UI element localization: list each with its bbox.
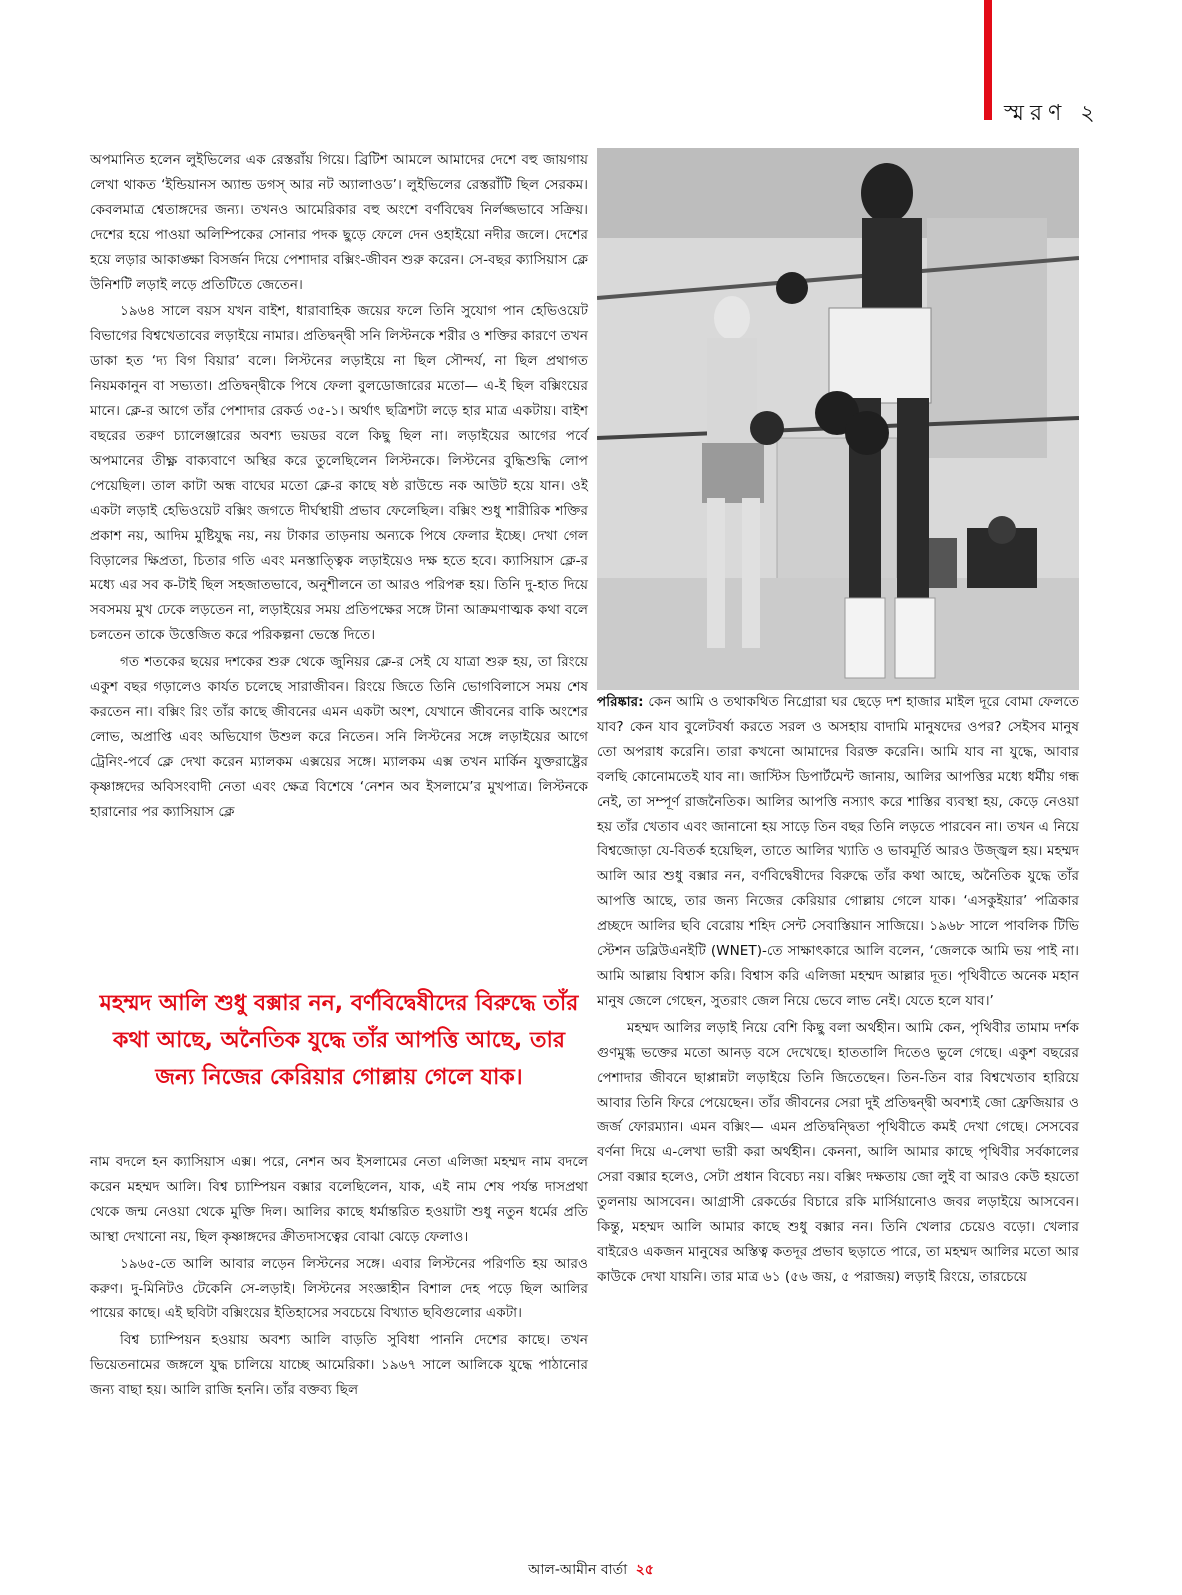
publication-name: আল-আমীন বার্তা xyxy=(528,1562,628,1578)
pull-quote: মহম্মদ আলি শুধু বক্সার নন, বর্ণবিদ্বেষীদের বিরুদ্ধে তাঁর কথা আছে, অনৈতিক যুদ্ধে তাঁর আপত্তি আছে, তার জন্য নিজের কেরিয়ার গোল্লায় গেলে যাক। xyxy=(99,991,579,1090)
paragraph: ১৯৬৫-তে আলি আবার লড়েন লিস্টনের সঙ্গে। এবার লিস্টনের পরিণতি হয় আরও করুণ। দু-মিনিটও টেকেনি সে-লড়াই। লিস্টনের সংজ্ঞাহীন বিশাল দেহ পড়ে ছিল আলির পায়ের কাছে। এই ছবিটা বক্সিংয়ের ইতিহাসের সবচেয়ে বিখ্যাত ছবিগুলোর একটা। xyxy=(90,1255,588,1322)
boxing-photo xyxy=(597,148,1079,690)
paragraph-lead: পরিষ্কার: xyxy=(597,694,644,710)
page-number: ২৫ xyxy=(635,1562,654,1578)
paragraph-body: কেন আমি ও তথাকথিত নিগ্রোরা ঘর ছেড়ে দশ হাজার মাইল দূরে বোমা ফেলতে যাব? কেন যাব বুলেটবর্ষা করতে সরল ও অসহায় বাদামি মানুষদের ওপর? সেইসব মানুষ তো অপরাধ করেনি। তারা কখনো আমাদের বিরক্ত করেনি। আমি যাব না যুদ্ধে, আবার বলছি কোনোমতেই যাব না। জাস্টিস ডিপার্টমেন্ট জানায়, আলির আপত্তির মধ্যে ধর্মীয় গন্ধ নেই, তা সম্পূর্ণ রাজনৈতিক। আলির আপত্তি নস্যাৎ করে শাস্তির ব্যবস্থা হয়, কেড়ে নেওয়া হয় তাঁর খেতাব এবং জানানো হয় সাড়ে তিন বছর তিনি লড়তে পারবেন না। তখন এ নিয়ে বিশ্বজোড়া যে-বিতর্ক হয়েছিল, তাতে আলির খ্যাতি ও ভাবমূর্তি আরও উজ্জ্বল হয়। মহম্মদ আলি আর শুধু বক্সার নন, বর্ণবিদ্বেষীদের বিরুদ্ধে তাঁর কথা আছে, অনৈতিক যুদ্ধে তাঁর আপত্তি আছে, তার জন্য নিজের কেরিয়ার গোল্লায় গেলে যাক। ‘এসকুইয়ার’ পত্রিকার প্রচ্ছদে আলির ছবি বেরোয় শহিদ সেন্ট সেবাস্তিয়ান সাজিয়ে। ১৯৬৮ সালে পাবলিক টিভি স্টেশন ডব্লিউএনইটি (WNET)-তে সাক্ষাৎকারে আলি বলেন, ‘জেলকে আমি ভয় পাই না। আমি আল্লায় বিশ্বাস করি। বিশ্বাস করি এলিজা মহম্মদ আল্লার দূত। পৃথিবীতে অনেক মহান মানুষ জেলে গেছেন, সুতরাং জেল নিয়ে ভেবে লাভ নেই। যেতে হলে যাব।’ xyxy=(597,694,1079,1009)
page-footer xyxy=(0,1558,1182,1582)
paragraph xyxy=(597,690,1079,1014)
paragraph: গত শতকের ছয়ের দশকের শুরু থেকে জুনিয়র ক্লে-র সেই যে যাত্রা শুরু হয়, তা রিংয়ে একুশ বছর গড়ালেও কার্যত চলেছে সারাজীবন। রিংয়ে জিতে তিনি ভোগবিলাসে সময় শেষ করতেন না। বক্সিং রিং তাঁর কাছে জীবনের এমন একটা অংশ, যেখানে জীবনের বাকি অংশের লোভ, অপ্রাপ্তি এবং অভিযোগ উশুল করে নিতেন। সনি লিস্টনের সঙ্গে লড়াইয়ের আগে ট্রেনিং-পর্বে ক্লে দেখা করেন ম্যালকম এক্সয়ের সঙ্গে। ম্যালকম এক্স তখন মার্কিন যুক্তরাষ্ট্রের কৃষ্ণাঙ্গদের অবিসংবাদী নেতা এবং ক্ষেত্র বিশেষে ‘নেশন অব ইসলামে’র মুখপাত্র। লিস্টনকে হারানোর পর ক্যাসিয়াস ক্লে xyxy=(90,654,588,820)
paragraph: ১৯৬৪ সালে বয়স যখন বাইশ, ধারাবাহিক জয়ের ফলে তিনি সুযোগ পান হেভিওয়েট বিভাগের বিশ্বখেতাবের লড়াইয়ে নামার। প্রতিদ্বন্দ্বী সনি লিস্টনকে শরীর ও শক্তির কারণে তখন ডাকা হত ‘দ্য বিগ বিয়ার’ বলে। লিস্টনের লড়াইয়ে না ছিল সৌন্দর্য, না ছিল প্রথাগত নিয়মকানুন বা সভ্যতা। প্রতিদ্বন্দ্বীকে পিষে ফেলা বুলডোজারের মতো— এ-ই ছিল বক্সিংয়ের মানে। ক্লে-র আগে তাঁর পেশাদার রেকর্ড ৩৫-১। অর্থাৎ ছত্রিশটা লড়ে হার মাত্র একটায়। বাইশ বছরের তরুণ চ্যালেঞ্জারের অবশ্য ভয়ডর বলে কিছু ছিল না। লড়াইয়ের আগের পর্বে অপমানের তীক্ষ্ণ বাক্যবাণে অস্থির করে তুলেছিলেন লিস্টনকে। লিস্টনের বুদ্ধিশুদ্ধি লোপ পেয়েছিল। তাল কাটা অন্ধ বাঘের মতো ক্লে-র কাছে ষষ্ঠ রাউন্ডে নক আউট হয়ে যান। ওই একটা লড়াই হেভিওয়েট বক্সিং জগতে দীর্ঘস্থায়ী প্রভাব ফেলেছিল। বক্সিং শুধু শারীরিক শক্তির প্রকাশ নয়, আদিম মুষ্টিযুদ্ধ নয়, নয় টাকার তাড়নায় অন্যকে পিষে ফেলার ইচ্ছে। দেখা গেল বিড়ালের ক্ষিপ্রতা, চিতার গতি এবং মনস্তাত্ত্বিক লড়াইয়েও দক্ষ হতে হবে। ক্যাসিয়াস ক্লে-র মধ্যে এর সব ক-টাই ছিল সহজাতভাবে, অনুশীলনে তা আরও পরিপক্ব হয়। তিনি দু-হাত দিয়ে সবসময় মুখ ঢেকে লড়তেন না, লড়াইয়ের সময় প্রতিপক্ষের সঙ্গে টানা আক্রমণাত্মক কথা বলে চলতেন তাকে উত্তেজিত করে পরিকল্পনা ভেস্তে দিতে। xyxy=(90,303,588,644)
paragraph: নাম বদলে হন ক্যাসিয়াস এক্স। পরে, নেশন অব ইসলামের নেতা এলিজা মহম্মদ নাম বদলে করেন মহম্মদ আলি। বিশ্ব চ্যাম্পিয়ন বক্সার বলেছিলেন, যাক, এই নাম শেষ পর্যন্ত দাসপ্রথা থেকে জন্ম নেওয়া থেকে মুক্তি দিল। আলির কাছে ধর্মান্তরিত হওয়াটা শুধু নতুন ধর্মের প্রতি আস্থা দেখানো নয়, ছিল কৃষ্ণাঙ্গদের ক্রীতদাসত্বের বোঝা ঝেড়ে ফেলাও। xyxy=(90,1154,588,1245)
paragraph: বিশ্ব চ্যাম্পিয়ন হওয়ায় অবশ্য আলি বাড়তি সুবিধা পাননি দেশের কাছে। তখন ভিয়েতনামের জঙ্গলে যুদ্ধ চালিয়ে যাচ্ছে আমেরিকা। ১৯৬৭ সালে আলিকে যুদ্ধে পাঠানোর জন্য বাছা হয়। আলি রাজি হননি। তাঁর বক্তব্য ছিল xyxy=(90,1332,588,1399)
paragraph: অপমানিত হলেন লুইভিলের এক রেস্তরাঁয় গিয়ে। ব্রিটিশ আমলে আমাদের দেশে বহু জায়গায় লেখা থাকত ‘ইন্ডিয়ানস অ্যান্ড ডগস্ আর নট অ্যালাওড’। লুইভিলের রেস্তরাঁটি ছিল সেরকম। কেবলমাত্র শ্বেতাঙ্গদের জন্য। তখনও আমেরিকার বহু অংশে বর্ণবিদ্বেষ নির্লজ্জভাবে সক্রিয়। দেশের হয়ে পাওয়া অলিম্পিকের সোনার পদক ছুড়ে ফেলে দেন ওহাইয়ো নদীর জলে। দেশের হয়ে লড়ার আকাঙ্ক্ষা বিসর্জন দিয়ে পেশাদার বক্সিং-জীবন শুরু করেন। সে-বছর ক্যাসিয়াস ক্লে উনিশটি লড়াই লড়ে প্রতিটিতে জেতেন। xyxy=(90,152,588,293)
left-column-top xyxy=(90,148,588,826)
right-column xyxy=(597,690,1079,1292)
paragraph: মহম্মদ আলির লড়াই নিয়ে বেশি কিছু বলা অর্থহীন। আমি কেন, পৃথিবীর তামাম দর্শক গুণমুগ্ধ ভক্তের মতো আনড় বসে দেখেছে। হাততালি দিতেও ভুলে গেছে। একুশ বছরের পেশাদার জীবনে ছাপ্পান্নটা লড়াইয়ে তিনি জিতেছেন। তিন-তিন বার বিশ্বখেতাব হারিয়ে আবার তিনি ফিরে পেয়েছেন। তাঁর জীবনের সেরা দুই প্রতিদ্বন্দ্বী অবশ্যই জো ফ্রেজিয়ার ও জর্জ ফোরম্যান। এমন বক্সিং— এমন প্রতিদ্বন্দ্বিতা পৃথিবীতে কমই দেখা গেছে। সেসবের বর্ণনা দিয়ে এ-লেখা ভারী করা অর্থহীন। কেননা, আলি আমার কাছে পৃথিবীর সর্বকালের সেরা বক্সার হলেও, সেটা প্রধান বিবেচ্য নয়। বক্সিং দক্ষতায় জো লুই বা আরও কেউ হয়তো তুলনায় আসবেন। আগ্রাসী রেকর্ডের বিচারে রকি মার্সিয়ানোও জবর লড়াইয়ে আসবেন। কিন্তু, মহম্মদ আলি আমার কাছে শুধু বক্সার নন। তিনি খেলার চেয়েও বড়ো। খেলার বাইরেও একজন মানুষের অস্তিত্ব কতদূর প্রভাব ছড়াতে পারে, তা মহম্মদ আলির মতো আর কাউকে দেখা যায়নি। তার মাত্র ৬১ (৫৬ জয়, ৫ পরাজয়) লড়াই রিংয়ে, তারচেয়ে xyxy=(597,1019,1079,1285)
left-column-bottom xyxy=(90,1150,588,1405)
section-label: স্মরণ ২ xyxy=(1004,101,1101,126)
section-accent-bar xyxy=(984,0,992,120)
